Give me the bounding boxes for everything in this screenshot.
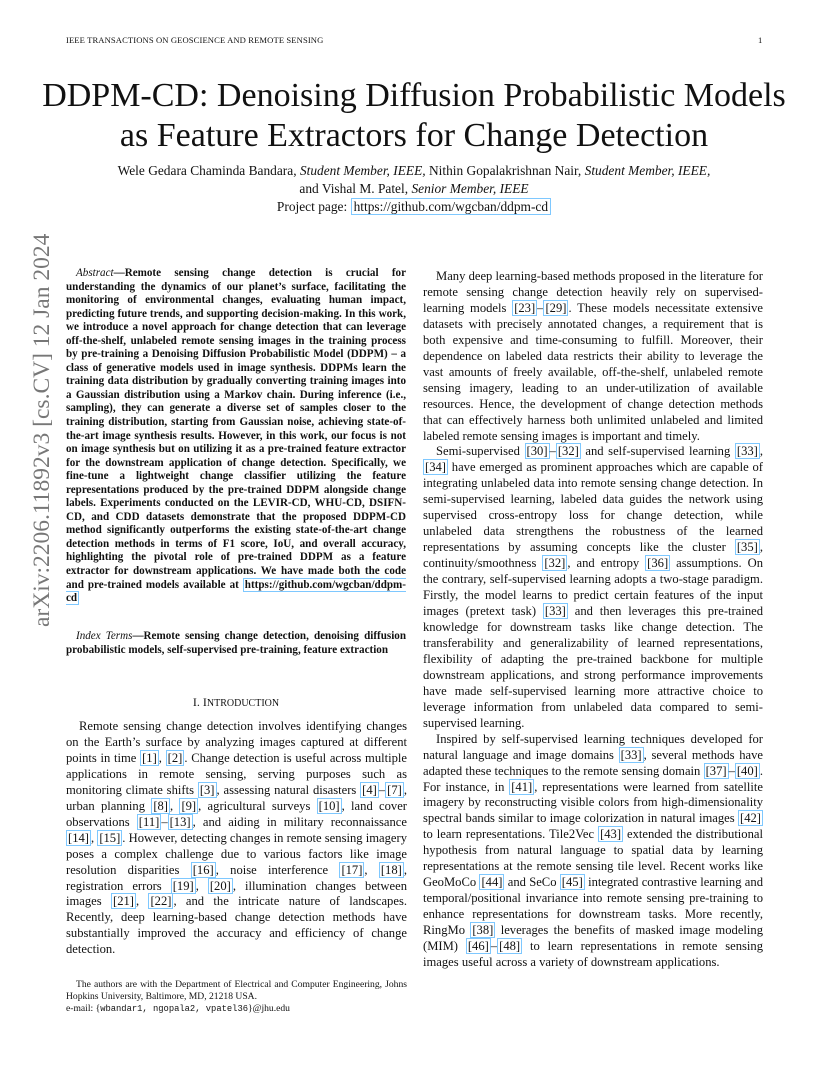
intro-paragraph-3 (423, 444, 763, 731)
citation-link[interactable]: [43] (600, 827, 622, 842)
paragraph-text: Semi-supervised (436, 444, 525, 459)
paragraph-text: leverages the benefits of masked image modeling (MIM) (423, 923, 764, 954)
paragraph-text: and SeCo (504, 875, 560, 890)
citation-link[interactable]: [33] (736, 444, 758, 459)
citation-link[interactable]: [18] (380, 862, 402, 877)
citation-link[interactable]: [42] (740, 811, 761, 826)
index-terms-dash: — (132, 630, 144, 642)
paragraph-text: . These models necessitate extensive datasets with precisely annotated changes, a requirement that is both expensive and time-consuming to fulfill. Moreover, their dependence on labeled data restricts their ability to leverage the vast amounts of freely available, off-the-shelf, unlabeled remote sensing imagery, leading to an under-utilization of available resources. Hence, the development of change detection methods that can effectively harness both unlimited unlabeled and limited labeled remote sensing images is important and timely. (423, 300, 763, 443)
author-line-1 (40, 162, 788, 180)
citation-link[interactable]: [37] (705, 763, 727, 778)
paragraph-text: , continuity/smoothness (423, 540, 763, 571)
citation-link[interactable]: [32] (544, 556, 566, 571)
paragraph-text: extended the distributional hypothesis from natural language to spatial data by learning representations at the remote sensing tile level. Recent works like GeoMoCo (423, 827, 763, 890)
paragraph-text: , and the intricate nature of landscapes. Recently, deep learning-based change detection methods have substantially improved the accuracy and efficiency of change detection. (66, 894, 407, 957)
citation-link[interactable]: [19] (172, 878, 194, 893)
index-terms (66, 630, 406, 657)
intro-paragraph-2 (423, 269, 763, 444)
paragraph-text: . Change detection is useful across multiple applications in remote sensing, serving purposes such as monitoring climate shifts (66, 750, 407, 797)
paragraph-text: , land cover observations (66, 798, 407, 829)
paragraph-text: , urban planning (66, 782, 407, 813)
paper-title: DDPM-CD: Denoising Diffusion Probabilistic Models as Feature Extractors for Change Detection (42, 77, 786, 154)
citation-link[interactable]: [2] (167, 750, 183, 765)
index-terms-label: Index Terms (76, 630, 133, 642)
author-2-role: Student Member, IEEE, (584, 163, 711, 178)
citation-link[interactable]: [44] (481, 875, 503, 890)
abstract-code-link[interactable]: https://github.com/wgcban/ddpm-cd (66, 578, 406, 605)
paragraph-text: – (161, 814, 168, 829)
paragraph-text: and then leverages this pre-trained knowledge for downstream tasks like change detection. The transferability and generalizability of learned representations, flexibility of adapting the pre-trained backbone for multiple downstream applications, and strong performance improvements have made self-supervised learning more attractive choice to leverage information from unlabeled data compared to semi-supervised learning. (423, 604, 763, 730)
author-1-role: Student Member, IEEE, (299, 163, 426, 178)
citation-link[interactable]: [22] (150, 894, 172, 909)
footnote-affiliation: The authors are with the Department of Electrical and Computer Engineering, Johns Hopkins University, Baltimore, MD, 21218 USA. (66, 979, 407, 1003)
paragraph-text: , and aiding in military reconnaissance (192, 814, 407, 829)
citation-link[interactable]: [35] (736, 540, 758, 555)
email-domain: }@jhu.edu (248, 1003, 290, 1014)
email-list: wbandar1, ngopala2, vpatel36 (100, 1004, 248, 1014)
citation-link[interactable]: [46] (467, 939, 489, 954)
citation-link[interactable]: [34] (425, 460, 446, 475)
citation-link[interactable]: [13] (169, 814, 191, 829)
author-3: and Vishal M. Patel, (299, 181, 409, 196)
paragraph-text: , (170, 798, 180, 813)
paragraph-text: , (158, 750, 166, 765)
citation-link[interactable]: [40] (736, 763, 758, 778)
citation-link[interactable]: [41] (511, 779, 533, 794)
paragraph-text: , (195, 878, 208, 893)
citation-link[interactable]: [10] (318, 798, 340, 813)
citation-link[interactable]: [45] (561, 875, 583, 890)
project-label: Project page: (276, 199, 348, 214)
citation-link[interactable]: [30] (526, 444, 548, 459)
email-label: e-mail: { (66, 1003, 101, 1014)
paragraph-text: to learn representations in remote sensing images useful across a variety of downstream applications. (423, 939, 763, 969)
paragraph-text: , illumination changes between images (66, 878, 407, 909)
project-link[interactable]: https://github.com/wgcban/ddpm-cd (351, 198, 552, 215)
citation-link[interactable]: [15] (99, 830, 121, 845)
citation-link[interactable]: [33] (544, 604, 566, 619)
citation-link[interactable]: [20] (209, 878, 231, 893)
paragraph-text: – (549, 444, 556, 459)
author-3-role: Senior Member, IEEE (411, 181, 529, 196)
footnote-email (66, 1003, 290, 1015)
paragraph-text: – (490, 939, 498, 954)
paragraph-text: , and entropy (567, 556, 646, 571)
paragraph-text: have emerged as prominent approaches which are capable of integrating unlabeled data into remote sensing change detection. In semi-supervised learning, labeled data guides the network using supervised cross-entropy loss for change detection, while unlabeled data strengthens the robustness of the learned representations by assuming concepts like the cluster (423, 460, 763, 555)
paragraph-text: , registration errors (66, 862, 407, 893)
intro-paragraph-4 (423, 732, 763, 971)
paragraph-text: and self-supervised learning (580, 444, 735, 459)
project-line (40, 198, 788, 216)
author-2: Nithin Gopalakrishnan Nair, (428, 163, 582, 178)
citation-link[interactable]: [3] (199, 782, 215, 797)
citation-link[interactable]: [1] (142, 750, 157, 765)
citation-link[interactable]: [36] (647, 556, 669, 571)
abstract-dash: — (113, 267, 125, 279)
citation-link[interactable]: [32] (557, 444, 579, 459)
running-head: IEEE TRANSACTIONS ON GEOSCIENCE AND REMOTE SENSING (66, 35, 324, 45)
page-number: 1 (758, 35, 763, 45)
section-heading-introduction (66, 695, 406, 710)
arxiv-stamp: arXiv:2206.11892v3 [cs.CV] 12 Jan 2024 (29, 233, 55, 627)
citation-link[interactable]: [33] (620, 747, 642, 762)
citation-link[interactable]: [23] (514, 300, 536, 315)
paragraph-text: , (90, 830, 98, 845)
citation-link[interactable]: [4] (362, 782, 377, 797)
paragraph-text: – (378, 782, 386, 797)
citation-link[interactable]: [21] (113, 894, 134, 909)
paragraph-text: integrated contrastive learning and temporal/positional invariance into remote sensing pre-training to enhance representations for downstream tasks. More recently, RingMo (423, 875, 763, 938)
paragraph-text: , representations were learned from satellite imagery by reconstructing visible colors from high-dimensionality spectral bands similar to image colorization in natural images (423, 779, 763, 826)
index-terms-text: Remote sensing change detection, denoising diffusion probabilistic models, self-supervised pre-training, feature extraction (66, 630, 406, 656)
section-numeral: I. I (192, 695, 207, 709)
paragraph-text: . For instance, in (423, 763, 763, 794)
paragraph-text: Inspired by self-supervised learning techniques developed for natural language and image domains (423, 731, 763, 762)
paragraph-text: , noise interference (215, 862, 340, 877)
author-line-2 (40, 180, 788, 198)
intro-paragraph-1 (66, 719, 407, 958)
paragraph-text: Many deep learning-based methods proposed in the literature for remote sensing change detection heavily rely on supervised-learning models (423, 269, 763, 315)
paragraph-text: , assessing natural disasters (216, 782, 361, 797)
citation-link[interactable]: [16] (192, 862, 214, 877)
right-column (423, 269, 763, 971)
citation-link[interactable]: [14] (68, 830, 89, 845)
citation-link[interactable]: [17] (341, 862, 363, 877)
section-name: NTRODUCTION (206, 698, 280, 709)
abstract (66, 267, 406, 606)
author-1: Wele Gedara Chaminda Bandara, (117, 163, 297, 178)
paragraph-text: – (537, 300, 544, 315)
citation-link[interactable]: [11] (138, 814, 160, 829)
citation-link[interactable]: [29] (545, 300, 567, 315)
abstract-label: Abstract (76, 267, 114, 279)
paragraph-text: , (364, 862, 379, 877)
citation-link[interactable]: [7] (387, 782, 402, 797)
citation-link[interactable]: [48] (499, 939, 521, 954)
paragraph-text: , agricultural surveys (198, 798, 317, 813)
citation-link[interactable]: [38] (472, 923, 494, 938)
paragraph-text: to learn representations. Tile2Vec (423, 827, 599, 842)
paragraph-text: . However, detecting changes in remote sensing imagery poses a complex challenge due to various factors like image resolution disparities (66, 830, 407, 877)
citation-link[interactable]: [9] (181, 798, 197, 813)
abstract-text: Remote sensing change detection is crucial for understanding the dynamics of our planet’s surface, facilitating the monitoring of environmental changes, evaluating human impact, predicting future trends, and supporting decision-making. In this work, we introduce a novel approach for change detection that can leverage off-the-shelf, unlabeled remote sensing images in the training process by pre-training a Denoising Diffusion Probabilistic Model (DDPM) – a class of generative models used in image synthesis. DDPMs learn the training data distribution by gradually converting training images into a Gaussian distribution using a Markov chain. During inference (i.e., sampling), they can generate a diverse set of samples closer to the training distribution, starting from Gaussian noise, achieving state-of-the-art image synthesis results. However, in this work, our focus is not on image synthesis but on utilizing it as a pre-trained feature extractor for the downstream application of change detection. Specifically, we fine-tune a lightweight change classifier utilizing the feature representations produced by the pre-trained DDPM alongside change labels. Experiments conducted on the LEVIR-CD, WHU-CD, DSIFN-CD, and CDD datasets demonstrate that the proposed DDPM-CD method significantly outperforms the existing state-of-the-art change detection methods in terms of F1 score, IoU, and overall accuracy, highlighting the pivotal role of pre-trained DDPM as a feature extractor for downstream applications. We have made both the code and pre-trained models available at (66, 267, 406, 591)
paragraph-text: , several methods have adapted these techniques to the remote sensing domain (423, 747, 764, 778)
paragraph-text: , (759, 444, 764, 459)
paragraph-text: – (728, 763, 735, 778)
paragraph-text: , (135, 894, 149, 909)
paragraph-text: assumptions. On the contrary, self-supervised learning adopts a two-stage paradigm. Firstly, the model learns to predict certain features of the input images (pretext task) (423, 556, 763, 619)
paragraph-text: Remote sensing change detection involves identifying changes on the Earth’s surface by analyzing images captured at different points in time (66, 719, 407, 765)
citation-link[interactable]: [8] (153, 798, 168, 813)
